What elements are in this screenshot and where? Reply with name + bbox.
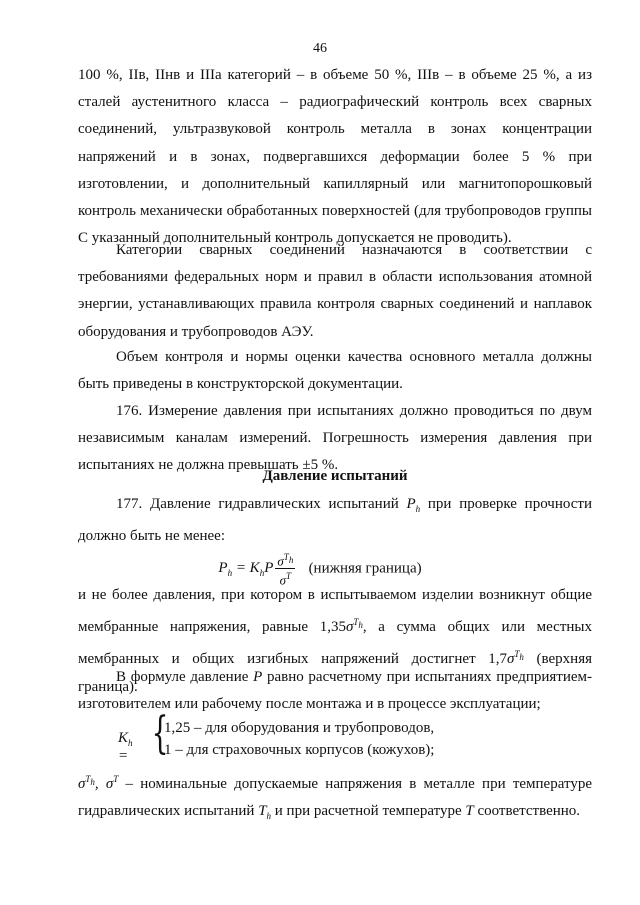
paragraph-177-tail: при проверке прочности должно быть не менее: xyxy=(78,496,592,545)
page-number: 46 xyxy=(313,41,327,56)
paragraph-formula-P: В формуле давление P равно расчетному при испытаниях предприятием-изготовителем или рабочему после монтажа и в процессе эксплуатации; xyxy=(78,669,593,713)
section-heading: Давление испытаний xyxy=(262,468,408,484)
formula-P-text-b: равно расчетному при испытаниях предприятием-изготовителем или рабочему после монтажа и в процессе эксплуатации; xyxy=(78,669,593,713)
paragraph-upper-bound: и не более давления, при котором в испытываемом изделии возникнут общие мембранные напряжения, равные $1,35\sigma^{T_h}$, а сумма общих или местных мембранных и общих изгибных напряжений достигнет $1,7\sigma^{T_h}$ (верхняя граница). xyxy=(78,587,593,695)
paragraph-177-text: 177. Давление гидравлических испытаний xyxy=(116,496,399,512)
formula-note: (нижняя граница) xyxy=(308,560,422,577)
paragraph-base-metal: Объем контроля и нормы оценки качества основного металла должны быть приведены в конструкторской документации. xyxy=(78,349,592,393)
paragraph-continuation: 100 %, IIв, IIнв и IIIа категорий – в объеме 50 %, IIIв – в объеме 25 %, а из сталей аустенитного класса – радиографический контроль всех сварных соединений, ультразвуковой контроль металла в зонах концентрации напряжений и в зонах, подвергавшихся деформации более 5 % при изготовлении, и дополнительный капиллярный или магнитопорошковый контроль механически обработанных поверхностей (для трубопроводов группы С указанный дополнительный контроль допускается не проводить). xyxy=(78,67,592,247)
sigma-text-c: соответственно. xyxy=(477,803,581,820)
coef-1-7: 1,7 xyxy=(488,651,507,668)
kh-row-1: 1,25 – для оборудования и трубопроводов, xyxy=(164,720,435,736)
kh-symbol: $K_h$ = xyxy=(118,730,133,764)
sigma-text-b: и при расчетной температуре xyxy=(274,803,462,820)
brace-icon: { xyxy=(151,708,169,759)
paragraph-sigma-definition: $\sigma^{T_h}$, $\sigma^T$ – номинальные допускаемые напряжения в металле при температуре гидравлических испытаний $T_h$ и при расчетной температуре T соответственно. xyxy=(78,774,593,822)
paragraph-176: 176. Измерение давления при испытаниях должно проводиться по двум независимым каналам измерений. Погрешность измерения давления при испытаниях не должна превышать ±5 %. xyxy=(78,403,592,474)
symbol-Ph: $P_h$ xyxy=(406,496,421,514)
kh-row-2: 1 – для страховочных корпусов (кожухов); xyxy=(164,742,435,758)
paragraph-weld-categories: Категории сварных соединений назначаются в соответствии с требованиями федеральных норм и правил в области использования атомной энергии, устанавливающих правила контроля сварных соединений и наплавок оборудования и трубопроводов АЭУ. xyxy=(78,242,592,340)
sigma-text-a: – номинальные допускаемые напряжения в металле при температуре гидравлических испытаний xyxy=(78,776,593,820)
paragraph-177 xyxy=(78,491,592,550)
upper-bound-text-c: (верхняя граница). xyxy=(78,651,593,695)
upper-bound-text-a: и не более давления, при котором в испытываемом изделии возникнут общие мембранные напряжения, равные xyxy=(78,587,592,636)
upper-bound-text-b: , а сумма общих или местных мембранных и общих изгибных напряжений достигнет xyxy=(78,619,592,668)
formula-P-text-a: В формуле давление xyxy=(116,669,249,685)
formula-lower-bound: $P_h = K_hP$ $\frac{\sigma^{T_h}}{\sigma^T}$ (нижняя граница) xyxy=(218,552,422,588)
coef-1-35: 1,35 xyxy=(319,619,346,636)
